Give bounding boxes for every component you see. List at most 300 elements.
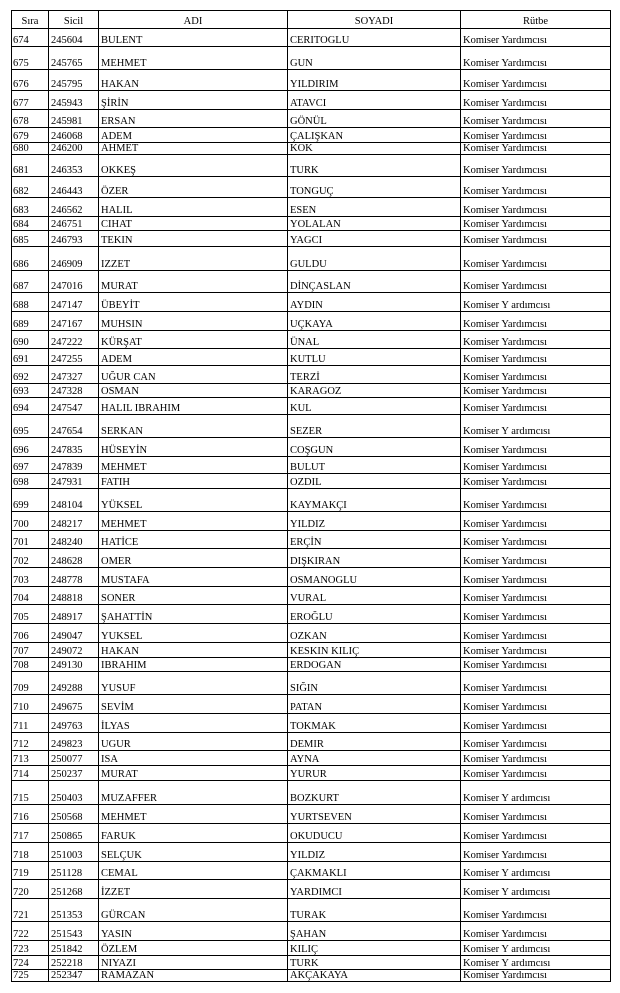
table-row[interactable] (12, 605, 611, 624)
cell-sicil: 247835 (49, 438, 99, 457)
cell-rutbe: Komiser Yardımcısı (461, 843, 611, 862)
cell-sira: 702 (12, 549, 49, 568)
table-row[interactable] (12, 384, 611, 398)
table-row[interactable] (12, 293, 611, 312)
cell-rutbe: Komiser Yardımcısı (461, 384, 611, 398)
cell-sicil: 251268 (49, 880, 99, 899)
cell-soyadi: ŞAHAN (288, 922, 461, 941)
cell-soyadi: ERDOGAN (288, 658, 461, 672)
cell-soyadi: SEZER (288, 415, 461, 438)
cell-sira: 723 (12, 941, 49, 956)
cell-sicil: 249047 (49, 624, 99, 643)
cell-sira: 716 (12, 805, 49, 824)
cell-sira: 687 (12, 271, 49, 293)
column-header-rutbe (461, 11, 611, 29)
cell-sicil: 249823 (49, 733, 99, 751)
cell-sicil: 250403 (49, 781, 99, 805)
cell-sicil: 251003 (49, 843, 99, 862)
cell-soyadi: KESKIN KILIÇ (288, 643, 461, 658)
cell-sicil: 248240 (49, 531, 99, 549)
table-row[interactable] (12, 489, 611, 512)
table-row[interactable] (12, 587, 611, 605)
cell-rutbe: Komiser Y ardımcısı (461, 956, 611, 970)
cell-soyadi: YURTSEVEN (288, 805, 461, 824)
cell-soyadi: GULDU (288, 247, 461, 271)
cell-sira: 697 (12, 457, 49, 474)
table-row[interactable] (12, 438, 611, 457)
cell-rutbe: Komiser Yardımcısı (461, 624, 611, 643)
table-row[interactable] (12, 658, 611, 672)
cell-rutbe: Komiser Yardımcısı (461, 398, 611, 415)
cell-adi: ÖZER (99, 177, 288, 198)
cell-adi: MUSTAFA (99, 568, 288, 587)
cell-sira: 709 (12, 672, 49, 695)
table-row[interactable] (12, 247, 611, 271)
table-row[interactable] (12, 155, 611, 177)
table-row[interactable] (12, 714, 611, 733)
cell-sicil: 252347 (49, 970, 99, 982)
column-header-sira (12, 11, 49, 29)
cell-soyadi: KUTLU (288, 349, 461, 366)
table-row[interactable] (12, 331, 611, 349)
cell-sira: 718 (12, 843, 49, 862)
cell-adi: ÖZLEM (99, 941, 288, 956)
cell-soyadi: OZDIL (288, 474, 461, 489)
table-row[interactable] (12, 415, 611, 438)
cell-soyadi: KILIÇ (288, 941, 461, 956)
cell-adi: NIYAZI (99, 956, 288, 970)
cell-soyadi: CERITOGLU (288, 29, 461, 47)
cell-sira: 680 (12, 143, 49, 155)
cell-sira: 707 (12, 643, 49, 658)
cell-sira: 679 (12, 128, 49, 143)
cell-adi: SEVİM (99, 695, 288, 714)
cell-rutbe: Komiser Yardımcısı (461, 474, 611, 489)
table-row[interactable] (12, 474, 611, 489)
cell-soyadi: SIĞIN (288, 672, 461, 695)
cell-adi: MEHMET (99, 805, 288, 824)
table-row[interactable] (12, 128, 611, 143)
cell-adi: İZZET (99, 880, 288, 899)
table-row[interactable] (12, 751, 611, 766)
table-row[interactable] (12, 231, 611, 247)
column-header-sicil (49, 11, 99, 29)
table-row[interactable] (12, 922, 611, 941)
cell-adi: IBRAHIM (99, 658, 288, 672)
table-row[interactable] (12, 29, 611, 47)
cell-rutbe: Komiser Yardımcısı (461, 489, 611, 512)
cell-rutbe: Komiser Yardımcısı (461, 349, 611, 366)
cell-sicil: 245795 (49, 70, 99, 91)
table-header (12, 11, 611, 29)
cell-soyadi: AKÇAKAYA (288, 970, 461, 982)
cell-rutbe: Komiser Yardımcısı (461, 672, 611, 695)
cell-sicil: 247547 (49, 398, 99, 415)
table-row[interactable] (12, 549, 611, 568)
cell-adi: OSMAN (99, 384, 288, 398)
cell-rutbe: Komiser Yardımcısı (461, 331, 611, 349)
table-row[interactable] (12, 512, 611, 531)
cell-rutbe: Komiser Yardımcısı (461, 177, 611, 198)
table-row[interactable] (12, 643, 611, 658)
cell-sicil: 250077 (49, 751, 99, 766)
cell-adi: CIHAT (99, 217, 288, 231)
column-header-soyadi (288, 11, 461, 29)
cell-soyadi: OKUDUCU (288, 824, 461, 843)
table-row[interactable] (12, 843, 611, 862)
cell-adi: BULENT (99, 29, 288, 47)
cell-soyadi: YURUR (288, 766, 461, 781)
cell-rutbe: Komiser Yardımcısı (461, 155, 611, 177)
table-row[interactable] (12, 110, 611, 128)
table-row[interactable] (12, 457, 611, 474)
cell-adi: UĞUR CAN (99, 366, 288, 384)
cell-rutbe: Komiser Yardımcısı (461, 70, 611, 91)
column-header-adi (99, 11, 288, 29)
column-header-adi-label: ADI (183, 15, 203, 27)
cell-sicil: 250865 (49, 824, 99, 843)
cell-adi: HAKAN (99, 643, 288, 658)
cell-sicil: 251353 (49, 899, 99, 922)
cell-sicil: 245981 (49, 110, 99, 128)
cell-soyadi: YILDIRIM (288, 70, 461, 91)
cell-sira: 711 (12, 714, 49, 733)
cell-sira: 694 (12, 398, 49, 415)
cell-sicil: 249130 (49, 658, 99, 672)
table-row[interactable] (12, 398, 611, 415)
cell-sicil: 250237 (49, 766, 99, 781)
cell-rutbe: Komiser Yardımcısı (461, 457, 611, 474)
cell-rutbe: Komiser Y ardımcısı (461, 415, 611, 438)
cell-adi: HÜSEYİN (99, 438, 288, 457)
table-row[interactable] (12, 70, 611, 91)
cell-sicil: 251128 (49, 862, 99, 880)
table-row[interactable] (12, 766, 611, 781)
cell-soyadi: YILDIZ (288, 512, 461, 531)
cell-sicil: 247654 (49, 415, 99, 438)
cell-rutbe: Komiser Yardımcısı (461, 970, 611, 982)
cell-rutbe: Komiser Yardımcısı (461, 922, 611, 941)
cell-sira: 699 (12, 489, 49, 512)
cell-rutbe: Komiser Yardımcısı (461, 91, 611, 110)
cell-soyadi: AYNA (288, 751, 461, 766)
cell-sira: 713 (12, 751, 49, 766)
cell-soyadi: KOK (288, 143, 461, 155)
cell-sira: 691 (12, 349, 49, 366)
cell-rutbe: Komiser Yardımcısı (461, 271, 611, 293)
cell-adi: YÜKSEL (99, 489, 288, 512)
cell-adi: KÜRŞAT (99, 331, 288, 349)
cell-sicil: 249763 (49, 714, 99, 733)
cell-sira: 700 (12, 512, 49, 531)
cell-sicil: 248628 (49, 549, 99, 568)
cell-sira: 722 (12, 922, 49, 941)
cell-adi: GÜRCAN (99, 899, 288, 922)
cell-soyadi: KUL (288, 398, 461, 415)
cell-sira: 690 (12, 331, 49, 349)
cell-soyadi: TONGUÇ (288, 177, 461, 198)
cell-adi: HALIL (99, 198, 288, 217)
cell-soyadi: COŞGUN (288, 438, 461, 457)
cell-rutbe: Komiser Y ardımcısı (461, 781, 611, 805)
table-row[interactable] (12, 312, 611, 331)
cell-adi: OKKEŞ (99, 155, 288, 177)
cell-sicil: 248217 (49, 512, 99, 531)
cell-adi: CEMAL (99, 862, 288, 880)
cell-rutbe: Komiser Yardımcısı (461, 587, 611, 605)
cell-sicil: 246443 (49, 177, 99, 198)
table-row[interactable] (12, 143, 611, 155)
cell-adi: ISA (99, 751, 288, 766)
cell-sicil: 250568 (49, 805, 99, 824)
column-header-soyadi-label: SOYADI (354, 15, 394, 27)
cell-sicil: 247328 (49, 384, 99, 398)
cell-sira: 674 (12, 29, 49, 47)
cell-sicil: 245604 (49, 29, 99, 47)
cell-sicil: 247016 (49, 271, 99, 293)
cell-sira: 715 (12, 781, 49, 805)
cell-rutbe: Komiser Yardımcısı (461, 549, 611, 568)
cell-soyadi: KAYMAKÇI (288, 489, 461, 512)
cell-adi: HALIL IBRAHIM (99, 398, 288, 415)
roster-table (11, 10, 611, 982)
cell-soyadi: EROĞLU (288, 605, 461, 624)
cell-adi: YUSUF (99, 672, 288, 695)
cell-rutbe: Komiser Yardımcısı (461, 366, 611, 384)
table-row[interactable] (12, 781, 611, 805)
cell-sira: 714 (12, 766, 49, 781)
cell-sira: 685 (12, 231, 49, 247)
cell-rutbe: Komiser Yardımcısı (461, 47, 611, 70)
table-row[interactable] (12, 177, 611, 198)
cell-rutbe: Komiser Y ardımcısı (461, 862, 611, 880)
cell-adi: İLYAS (99, 714, 288, 733)
cell-rutbe: Komiser Yardımcısı (461, 29, 611, 47)
cell-adi: SERKAN (99, 415, 288, 438)
cell-adi: UGUR (99, 733, 288, 751)
cell-adi: ÜBEYİT (99, 293, 288, 312)
cell-adi: MUZAFFER (99, 781, 288, 805)
table-row[interactable] (12, 217, 611, 231)
cell-soyadi: YARDIMCI (288, 880, 461, 899)
cell-soyadi: AYDIN (288, 293, 461, 312)
cell-sira: 710 (12, 695, 49, 714)
cell-soyadi: BULUT (288, 457, 461, 474)
cell-rutbe: Komiser Y ardımcısı (461, 293, 611, 312)
cell-sicil: 246562 (49, 198, 99, 217)
cell-sicil: 252218 (49, 956, 99, 970)
cell-sicil: 251842 (49, 941, 99, 956)
cell-soyadi: DEMIR (288, 733, 461, 751)
cell-soyadi: UÇKAYA (288, 312, 461, 331)
cell-rutbe: Komiser Yardımcısı (461, 143, 611, 155)
cell-rutbe: Komiser Yardımcısı (461, 714, 611, 733)
cell-soyadi: DİNÇASLAN (288, 271, 461, 293)
cell-adi: IZZET (99, 247, 288, 271)
cell-soyadi: ATAVCI (288, 91, 461, 110)
cell-sira: 689 (12, 312, 49, 331)
cell-rutbe: Komiser Y ardımcısı (461, 941, 611, 956)
cell-sicil: 249072 (49, 643, 99, 658)
cell-sicil: 247147 (49, 293, 99, 312)
table-row[interactable] (12, 531, 611, 549)
cell-adi: OMER (99, 549, 288, 568)
cell-sicil: 248104 (49, 489, 99, 512)
cell-rutbe: Komiser Yardımcısı (461, 605, 611, 624)
cell-soyadi: GÖNÜL (288, 110, 461, 128)
cell-adi: AHMET (99, 143, 288, 155)
header-row (12, 11, 611, 29)
cell-adi: MURAT (99, 271, 288, 293)
cell-sicil: 249288 (49, 672, 99, 695)
cell-sira: 693 (12, 384, 49, 398)
cell-adi: ADEM (99, 128, 288, 143)
cell-adi: SONER (99, 587, 288, 605)
cell-adi: FATIH (99, 474, 288, 489)
cell-soyadi: ÇALIŞKAN (288, 128, 461, 143)
cell-adi: YASIN (99, 922, 288, 941)
table-row[interactable] (12, 970, 611, 982)
cell-adi: YUKSEL (99, 624, 288, 643)
cell-rutbe: Komiser Yardımcısı (461, 247, 611, 271)
cell-sicil: 246353 (49, 155, 99, 177)
cell-rutbe: Komiser Yardımcısı (461, 231, 611, 247)
table-row[interactable] (12, 695, 611, 714)
cell-sira: 720 (12, 880, 49, 899)
cell-rutbe: Komiser Yardımcısı (461, 658, 611, 672)
cell-rutbe: Komiser Yardımcısı (461, 512, 611, 531)
cell-sira: 704 (12, 587, 49, 605)
cell-rutbe: Komiser Yardımcısı (461, 312, 611, 331)
cell-soyadi: YOLALAN (288, 217, 461, 231)
cell-adi: MEHMET (99, 47, 288, 70)
cell-sira: 677 (12, 91, 49, 110)
cell-sicil: 246068 (49, 128, 99, 143)
cell-soyadi: TURK (288, 155, 461, 177)
column-header-sicil-label: Sicil (63, 15, 84, 27)
table-row[interactable] (12, 568, 611, 587)
cell-sicil: 251543 (49, 922, 99, 941)
table-row[interactable] (12, 862, 611, 880)
cell-sira: 678 (12, 110, 49, 128)
cell-adi: MUHSIN (99, 312, 288, 331)
cell-sira: 695 (12, 415, 49, 438)
cell-sira: 703 (12, 568, 49, 587)
cell-sicil: 246909 (49, 247, 99, 271)
cell-sira: 708 (12, 658, 49, 672)
cell-sira: 706 (12, 624, 49, 643)
cell-soyadi: ÜNAL (288, 331, 461, 349)
cell-sira: 717 (12, 824, 49, 843)
cell-adi: ADEM (99, 349, 288, 366)
cell-sira: 681 (12, 155, 49, 177)
cell-soyadi: YILDIZ (288, 843, 461, 862)
table-row[interactable] (12, 366, 611, 384)
cell-sicil: 248917 (49, 605, 99, 624)
cell-rutbe: Komiser Yardımcısı (461, 899, 611, 922)
table-row[interactable] (12, 198, 611, 217)
column-header-sira-label: Sıra (21, 15, 39, 27)
cell-sira: 692 (12, 366, 49, 384)
cell-sicil: 245765 (49, 47, 99, 70)
cell-soyadi: ÇAKMAKLI (288, 862, 461, 880)
cell-rutbe: Komiser Yardımcısı (461, 531, 611, 549)
cell-rutbe: Komiser Yardımcısı (461, 766, 611, 781)
cell-sira: 683 (12, 198, 49, 217)
table-row[interactable] (12, 672, 611, 695)
cell-soyadi: KARAGOZ (288, 384, 461, 398)
cell-sira: 684 (12, 217, 49, 231)
cell-sicil: 247327 (49, 366, 99, 384)
cell-sicil: 245943 (49, 91, 99, 110)
cell-soyadi: OZKAN (288, 624, 461, 643)
table-row[interactable] (12, 824, 611, 843)
cell-soyadi: PATAN (288, 695, 461, 714)
cell-sira: 676 (12, 70, 49, 91)
cell-sira: 686 (12, 247, 49, 271)
table-row[interactable] (12, 733, 611, 751)
cell-soyadi: YAGCI (288, 231, 461, 247)
cell-adi: FARUK (99, 824, 288, 843)
cell-soyadi: TURAK (288, 899, 461, 922)
cell-sira: 705 (12, 605, 49, 624)
cell-sira: 719 (12, 862, 49, 880)
cell-sira: 712 (12, 733, 49, 751)
cell-soyadi: DIŞKIRAN (288, 549, 461, 568)
table-row[interactable] (12, 271, 611, 293)
cell-rutbe: Komiser Yardımcısı (461, 217, 611, 231)
cell-sicil: 248818 (49, 587, 99, 605)
cell-sicil: 247839 (49, 457, 99, 474)
cell-adi: MEHMET (99, 512, 288, 531)
table-row[interactable] (12, 624, 611, 643)
cell-sicil: 247222 (49, 331, 99, 349)
cell-sira: 724 (12, 956, 49, 970)
cell-rutbe: Komiser Yardımcısı (461, 733, 611, 751)
table-row[interactable] (12, 349, 611, 366)
cell-soyadi: GUN (288, 47, 461, 70)
column-header-rutbe-label: Rütbe (522, 15, 549, 27)
cell-soyadi: OSMANOGLU (288, 568, 461, 587)
table-row[interactable] (12, 91, 611, 110)
cell-sicil: 246751 (49, 217, 99, 231)
table-row[interactable] (12, 899, 611, 922)
cell-sira: 682 (12, 177, 49, 198)
cell-sira: 696 (12, 438, 49, 457)
cell-sicil: 246793 (49, 231, 99, 247)
cell-sicil: 247931 (49, 474, 99, 489)
cell-sicil: 248778 (49, 568, 99, 587)
cell-adi: MURAT (99, 766, 288, 781)
table-row[interactable] (12, 880, 611, 899)
cell-rutbe: Komiser Yardımcısı (461, 438, 611, 457)
cell-rutbe: Komiser Yardımcısı (461, 643, 611, 658)
table-body (12, 29, 611, 982)
table-row[interactable] (12, 956, 611, 970)
table-row[interactable] (12, 805, 611, 824)
cell-rutbe: Komiser Yardımcısı (461, 110, 611, 128)
table-row[interactable] (12, 941, 611, 956)
cell-sira: 721 (12, 899, 49, 922)
cell-adi: ŞAHATTİN (99, 605, 288, 624)
cell-rutbe: Komiser Yardımcısı (461, 695, 611, 714)
cell-sira: 688 (12, 293, 49, 312)
table-row[interactable] (12, 47, 611, 70)
cell-soyadi: TOKMAK (288, 714, 461, 733)
cell-sicil: 247255 (49, 349, 99, 366)
cell-adi: MEHMET (99, 457, 288, 474)
cell-adi: TEKIN (99, 231, 288, 247)
